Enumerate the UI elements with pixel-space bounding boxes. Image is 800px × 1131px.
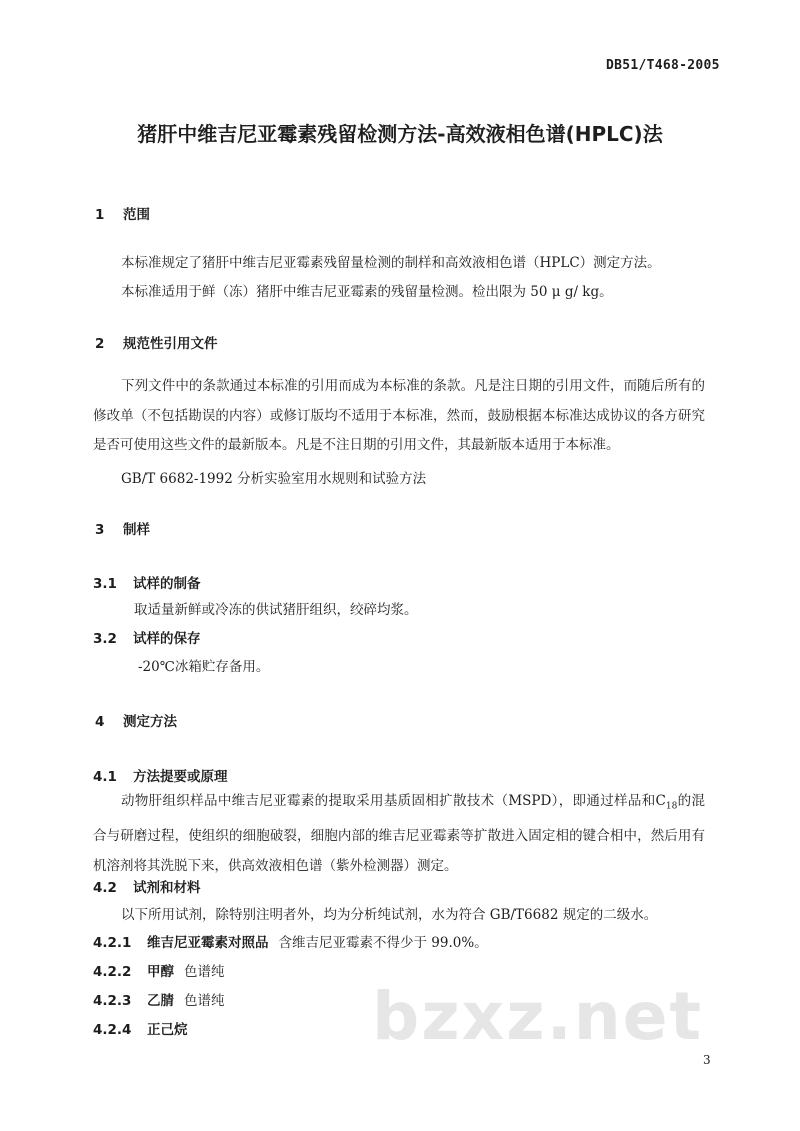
reagent-item (93, 989, 225, 1009)
section-title: 规范性引用文件 (123, 336, 218, 352)
reagent-item (93, 1018, 198, 1038)
section-1-heading (95, 203, 150, 223)
page-number: 3 (703, 1053, 711, 1067)
item-number: 4.2.2 (93, 964, 132, 980)
item-name: 维吉尼亚霉素对照品 (147, 935, 269, 951)
paragraph (93, 787, 705, 881)
item-name: 乙腈 (147, 993, 174, 1009)
item-description: 色谱纯 (184, 993, 225, 1009)
section-number: 2 (95, 336, 105, 352)
section-title: 制样 (123, 522, 150, 538)
subsection-3-1-heading (93, 572, 201, 592)
section-title: 范围 (123, 207, 150, 223)
paragraph: 本标准适用于鲜（冻）猪肝中维吉尼亚霉素的残留量检测。检出限为 50 μ g/ kg。 (121, 284, 613, 300)
section-number: 3 (95, 522, 105, 538)
subsection-3-2-heading (93, 627, 201, 647)
section-3-heading (95, 518, 150, 538)
subsection-number: 4.1 (93, 769, 117, 785)
reference-item: GB/T 6682-1992 分析实验室用水规则和试验方法 (121, 471, 427, 487)
text-part: 动物肝组织样品中维吉尼亚霉素的提取采用基质固相扩散技术（MSPD），即通过样品和C (121, 793, 666, 809)
subsection-title: 试样的制备 (133, 576, 201, 592)
item-description: 含维吉尼亚霉素不得少于 99.0%。 (278, 935, 488, 951)
paragraph: 以下所用试剂，除特别注明者外，均为分析纯试剂，水为符合 GB/T6682 规定的二级水。 (121, 907, 658, 923)
subsection-4-1-heading (93, 765, 228, 785)
section-number: 4 (95, 714, 105, 730)
section-2-heading (95, 332, 218, 352)
subsection-title: 试剂和材料 (133, 880, 201, 896)
subsection-4-2-heading (93, 876, 201, 896)
standard-code: DB51/T468-2005 (606, 58, 720, 73)
subsection-number: 3.2 (93, 631, 117, 647)
item-number: 4.2.4 (93, 1022, 132, 1038)
paragraph: 本标准规定了猪肝中维吉尼亚霉素残留量检测的制样和高效液相色谱（HPLC）测定方法。 (121, 255, 661, 271)
section-4-heading (95, 710, 177, 730)
subsection-number: 3.1 (93, 576, 117, 592)
paragraph: 取适量新鲜或冷冻的供试猪肝组织，绞碎均浆。 (134, 602, 418, 618)
page-title: 猪肝中维吉尼亚霉素残留检测方法-高效液相色谱(HPLC)法 (137, 122, 663, 146)
text-part: 的混合与研磨过程，使组织的细胞破裂，细胞内部的维吉尼亚霉素等扩散进入固定相的键合相中，然后用有机溶剂将其洗脱下来，供高效液相色谱（紫外检测器）测定。 (93, 793, 706, 874)
reagent-item (93, 931, 488, 951)
subscript: 18 (665, 801, 678, 812)
subsection-number: 4.2 (93, 880, 117, 896)
watermark: bzxz.net (372, 978, 704, 1055)
item-number: 4.2.3 (93, 993, 132, 1009)
paragraph: 下列文件中的条款通过本标准的引用而成为本标准的条款。凡是注日期的引用文件，而随后所有的修改单（不包括勘误的内容）或修订版均不适用于本标准，然而，鼓励根据本标准达成协议的各方研究是否可使用这些文件的最新版本。凡是不注日期的引用文件，其最新版本适用于本标准。 (93, 378, 705, 453)
subsection-title: 试样的保存 (133, 631, 201, 647)
subsection-title: 方法提要或原理 (133, 769, 228, 785)
paragraph: -20℃冰箱贮存备用。 (138, 659, 270, 675)
item-name: 正己烷 (147, 1022, 188, 1038)
item-description: 色谱纯 (184, 964, 225, 980)
item-name: 甲醇 (147, 964, 174, 980)
section-number: 1 (95, 207, 105, 223)
reagent-item (93, 960, 225, 980)
section-title: 测定方法 (123, 714, 177, 730)
item-number: 4.2.1 (93, 935, 132, 951)
